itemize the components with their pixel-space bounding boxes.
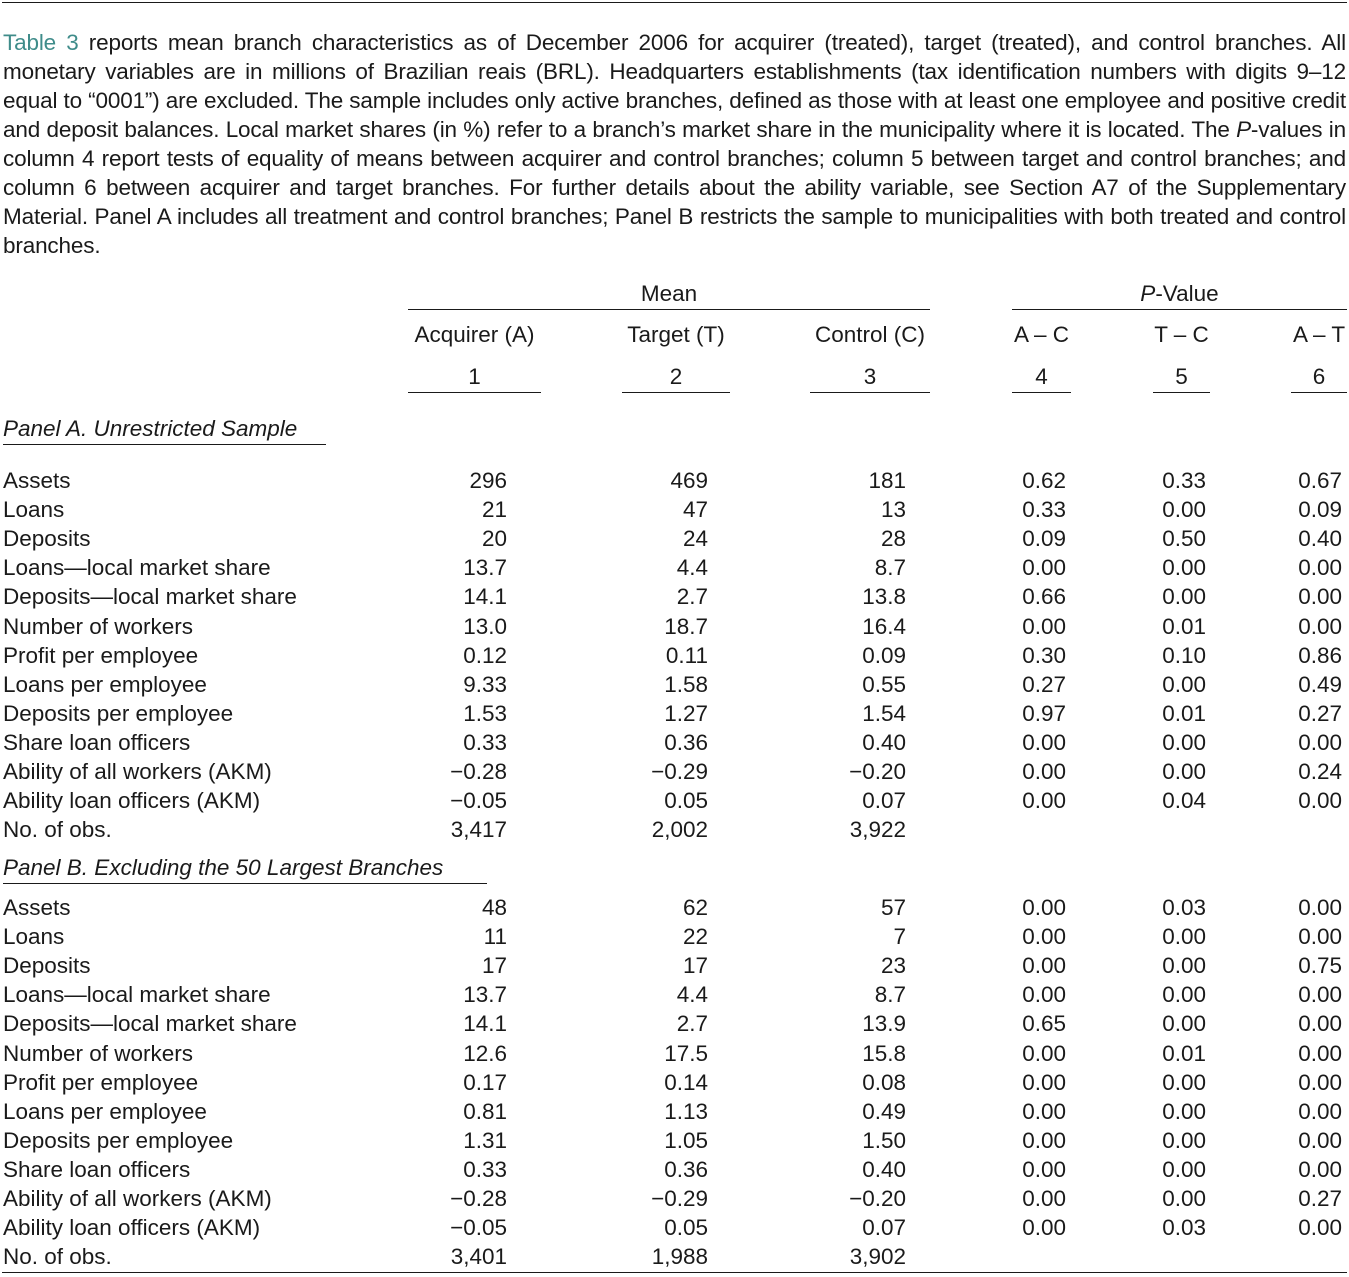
table-cell: 0.00 xyxy=(1162,1011,1206,1037)
row-label: Ability of all workers (AKM) xyxy=(3,759,272,784)
table-cell: 1.05 xyxy=(664,1127,708,1153)
caption-text-1: reports mean branch characteristics as of December 2006 for acquirer (treated), target (treated), and control branches. All monetary variables are in millions of Brazilian reais (BRL). Headquarters establishments (tax identification numbers with digits 9–12 equal to “0001”) are excluded. The sample includes only active branches, defined as those with at least one employee and positive credit and deposit balances. Local market shares (in %) refer to a branch’s market share in the municipality where it is located. The xyxy=(3,30,1346,142)
row-label: Number of workers xyxy=(3,613,194,639)
column-rule-3 xyxy=(810,392,930,393)
table-cell: 2.7 xyxy=(676,584,708,610)
table-cell: 0.00 xyxy=(1022,1127,1066,1153)
table-cell: 0.00 xyxy=(1298,1215,1342,1241)
column-header-5: T – C xyxy=(1154,322,1209,347)
row-label: Number of workers xyxy=(3,1040,194,1066)
table-cell: 0.27 xyxy=(1298,700,1342,726)
mean-group-rule xyxy=(408,309,930,310)
table-cell: 0.97 xyxy=(1022,700,1066,726)
column-rule-1 xyxy=(408,392,541,393)
table-cell: 0.07 xyxy=(862,1215,906,1241)
column-rule-2 xyxy=(622,392,730,393)
row-label: Deposits—local market share xyxy=(3,584,297,610)
column-header-6: A – T xyxy=(1292,322,1346,347)
table-cell: 0.33 xyxy=(1162,468,1206,493)
table-cell: 0.00 xyxy=(1298,1011,1342,1037)
table-cell: 12.6 xyxy=(463,1040,507,1066)
table-cell: 0.09 xyxy=(1022,526,1066,552)
row-label: Profit per employee xyxy=(3,642,199,668)
caption-text-2: -values in column 4 report tests of equality of means between acquirer and control branches; column 5 between target and control branches; and column 6 between acquirer and target branches. For further details about the ability variable, see Section A7 of the Supplementary Material. Panel A includes all treatment and control branches; Panel B restricts the sample to municipalities with both treated and control branches. xyxy=(3,117,1346,258)
table-cell: −0.20 xyxy=(849,759,906,784)
panel-title: Panel B. Excluding the 50 Largest Branches xyxy=(3,855,444,880)
table-cell: 0.00 xyxy=(1298,924,1342,950)
table-cell: 0.62 xyxy=(1022,468,1066,493)
column-header-1: Acquirer (A) xyxy=(414,322,535,347)
table-cell: 0.30 xyxy=(1022,642,1066,668)
table-cell: 62 xyxy=(682,895,708,920)
table-cell: 0.04 xyxy=(1162,788,1206,814)
row-label: Deposits xyxy=(3,526,91,552)
table-cell: 23 xyxy=(880,953,906,979)
table-cell: 0.49 xyxy=(862,1098,906,1124)
table-cell: 3,902 xyxy=(849,1244,906,1270)
table-cell: 0.00 xyxy=(1162,671,1206,697)
table-cell: 7 xyxy=(893,924,906,950)
table-cell: 0.00 xyxy=(1162,729,1206,755)
table-cell: 24 xyxy=(682,526,708,552)
table-cell: 0.86 xyxy=(1298,642,1342,668)
top-rule xyxy=(2,2,1347,3)
table-cell: 8.7 xyxy=(874,555,906,581)
table-cell: 0.00 xyxy=(1298,1040,1342,1066)
table-cell: 0.67 xyxy=(1298,468,1342,493)
table-cell: −0.28 xyxy=(450,1186,507,1211)
table-cell: 0.00 xyxy=(1162,555,1206,581)
row-label: Share loan officers xyxy=(3,729,191,755)
table-cell: 0.00 xyxy=(1022,1156,1066,1182)
table-cell: 0.00 xyxy=(1022,1186,1066,1211)
table-cell: 3,401 xyxy=(450,1244,507,1270)
row-label: Assets xyxy=(3,895,71,920)
table-cell: 0.00 xyxy=(1298,729,1342,755)
table-cell: 3,922 xyxy=(849,817,906,843)
table-cell: 11 xyxy=(483,924,507,950)
table-cell: 4.4 xyxy=(676,555,708,581)
table-cell: 0.40 xyxy=(862,729,906,755)
row-label: Profit per employee xyxy=(3,1069,199,1095)
table-cell: 0.00 xyxy=(1162,759,1206,784)
panel-title: Panel A. Unrestricted Sample xyxy=(3,416,298,441)
table-cell: 0.00 xyxy=(1298,1156,1342,1182)
table-cell: 1.31 xyxy=(463,1127,507,1153)
table-cell: 1.53 xyxy=(463,700,507,726)
table-cell: 47 xyxy=(682,497,708,523)
table-cell: 16.4 xyxy=(862,613,906,639)
table-cell: 296 xyxy=(469,468,507,493)
table-cell: 469 xyxy=(670,468,708,493)
row-label: Deposits xyxy=(3,953,91,979)
table-cell: 0.05 xyxy=(664,788,708,814)
table-cell: 0.00 xyxy=(1022,759,1066,784)
row-label: Loans xyxy=(3,924,65,950)
column-number-1: 1 xyxy=(468,364,481,389)
table-cell: 0.75 xyxy=(1298,953,1342,979)
table-cell: 57 xyxy=(880,895,906,920)
table-cell: 0.81 xyxy=(463,1098,507,1124)
table-cell: 18.7 xyxy=(664,613,708,639)
table-cell: 0.00 xyxy=(1162,584,1206,610)
table-cell: 48 xyxy=(481,895,507,920)
table-cell: 0.00 xyxy=(1162,497,1206,523)
table-cell: 0.01 xyxy=(1162,700,1206,726)
row-label: Loans per employee xyxy=(3,671,207,697)
table-cell: 4.4 xyxy=(676,982,708,1008)
table-cell: 0.00 xyxy=(1298,1069,1342,1095)
table-cell: 3,417 xyxy=(450,817,507,843)
table-cell: 0.00 xyxy=(1022,982,1066,1008)
table-cell: 0.00 xyxy=(1298,555,1342,581)
table-cell: 0.00 xyxy=(1162,982,1206,1008)
table-cell: 28 xyxy=(880,526,906,552)
table-cell: 1,988 xyxy=(651,1244,708,1270)
table-cell: 0.08 xyxy=(862,1069,906,1095)
table-cell: 0.00 xyxy=(1022,895,1066,920)
table-cell: −0.28 xyxy=(450,759,507,784)
table-cell: 0.66 xyxy=(1022,584,1066,610)
table-cell: 0.27 xyxy=(1298,1186,1342,1211)
pvalue-p-italic: P xyxy=(1140,281,1156,306)
table-cell: 0.00 xyxy=(1298,1098,1342,1124)
row-label: Deposits—local market share xyxy=(3,1011,297,1037)
table-cell: 0.09 xyxy=(862,642,906,668)
table-cell: 0.00 xyxy=(1298,788,1342,814)
table-cell: 0.00 xyxy=(1298,613,1342,639)
table-cell: 0.00 xyxy=(1022,1069,1066,1095)
table-cell: 0.00 xyxy=(1022,729,1066,755)
table-cell: 0.12 xyxy=(463,642,507,668)
table-cell: 0.00 xyxy=(1022,1098,1066,1124)
table-cell: 0.11 xyxy=(665,642,708,668)
table-cell: 13.8 xyxy=(862,584,906,610)
table-cell: 0.00 xyxy=(1162,924,1206,950)
table-cell: 13.7 xyxy=(463,555,507,581)
table-cell: 0.49 xyxy=(1298,671,1342,697)
row-label: No. of obs. xyxy=(3,1244,112,1270)
row-label: Deposits per employee xyxy=(3,1127,234,1153)
panel-title-rule xyxy=(3,883,487,884)
column-number-5: 5 xyxy=(1175,364,1188,389)
table-cell: 0.00 xyxy=(1162,1156,1206,1182)
table-cell: 0.00 xyxy=(1022,953,1066,979)
row-label: Deposits per employee xyxy=(3,700,234,726)
caption-p-italic: P xyxy=(1236,117,1251,142)
column-number-2: 2 xyxy=(669,364,683,389)
table-cell: 0.07 xyxy=(862,788,906,814)
table-cell: 0.00 xyxy=(1298,584,1342,610)
table-cell: 14.1 xyxy=(463,584,507,610)
table-cell: −0.29 xyxy=(651,1186,708,1211)
table-cell: 1.58 xyxy=(664,671,708,697)
table-cell: −0.29 xyxy=(651,759,708,784)
table-cell: 13.7 xyxy=(463,982,507,1008)
table-cell: 0.00 xyxy=(1162,953,1206,979)
table-cell: 0.24 xyxy=(1298,759,1342,784)
table-caption xyxy=(3,28,1346,260)
table-cell: 13.9 xyxy=(862,1011,906,1037)
table-cell: 17 xyxy=(481,953,507,979)
table-cell: 0.40 xyxy=(862,1156,906,1182)
table-cell: 1.50 xyxy=(862,1127,906,1153)
table-cell: 1.54 xyxy=(862,700,906,726)
table-cell: 0.33 xyxy=(463,729,507,755)
table-cell: 0.00 xyxy=(1022,555,1066,581)
table-cell: 0.65 xyxy=(1022,1011,1066,1037)
row-label: Ability loan officers (AKM) xyxy=(3,788,261,814)
table-cell: 17 xyxy=(682,953,708,979)
row-label: No. of obs. xyxy=(3,817,112,843)
table-cell: 0.17 xyxy=(463,1069,507,1095)
pvalue-group-header xyxy=(1012,279,1347,308)
table-cell: 0.55 xyxy=(862,671,906,697)
column-rule-4 xyxy=(1012,392,1071,393)
table-cell: 0.00 xyxy=(1162,1098,1206,1124)
table-cell: 181 xyxy=(868,468,906,493)
column-number-3: 3 xyxy=(863,364,877,389)
table-reference-link[interactable]: Table 3 xyxy=(3,30,79,55)
table-cell: 0.00 xyxy=(1022,788,1066,814)
table-cell: 0.00 xyxy=(1162,1069,1206,1095)
mean-group-header: Mean xyxy=(640,281,698,306)
table-cell: 0.14 xyxy=(664,1069,708,1095)
table-cell: 0.00 xyxy=(1022,613,1066,639)
table-cell: 0.03 xyxy=(1162,895,1206,920)
column-rule-6 xyxy=(1291,392,1347,393)
table-cell: 0.00 xyxy=(1162,1186,1206,1211)
table-cell: 8.7 xyxy=(874,982,906,1008)
table-cell: 20 xyxy=(481,526,507,552)
table-cell: 0.33 xyxy=(463,1156,507,1182)
table-cell: 0.00 xyxy=(1298,982,1342,1008)
table-cell: 0.01 xyxy=(1162,1040,1206,1066)
table-cell: 0.10 xyxy=(1162,642,1206,668)
table-cell: 1.13 xyxy=(664,1098,708,1124)
table-cell: 0.40 xyxy=(1298,526,1342,552)
table-cell: 0.36 xyxy=(664,1156,708,1182)
table-cell: 14.1 xyxy=(463,1011,507,1037)
table-cell: 0.00 xyxy=(1162,1127,1206,1153)
table-cell: 2.7 xyxy=(676,1011,708,1037)
panel-title-rule xyxy=(3,444,326,445)
bottom-rule xyxy=(2,1272,1347,1273)
table-cell: 15.8 xyxy=(862,1040,906,1066)
table-cell: 0.00 xyxy=(1022,1040,1066,1066)
table-cell: 0.36 xyxy=(664,729,708,755)
row-label: Ability of all workers (AKM) xyxy=(3,1186,272,1211)
column-header-2: Target (T) xyxy=(627,322,725,347)
pvalue-suffix: -Value xyxy=(1155,281,1219,306)
table-cell: 0.50 xyxy=(1162,526,1206,552)
table-cell: 0.33 xyxy=(1022,497,1066,523)
table-cell: 0.00 xyxy=(1022,1215,1066,1241)
table-cell: 0.00 xyxy=(1298,895,1342,920)
table-cell: 9.33 xyxy=(463,671,507,697)
table-cell: 13 xyxy=(880,497,906,523)
row-label: Loans per employee xyxy=(3,1098,207,1124)
column-header-3: Control (C) xyxy=(814,322,926,347)
column-number-6: 6 xyxy=(1312,364,1326,389)
table-cell: −0.20 xyxy=(849,1186,906,1211)
column-number-4: 4 xyxy=(1035,364,1048,389)
table-cell: 17.5 xyxy=(664,1040,708,1066)
table-cell: 21 xyxy=(481,497,507,523)
column-header-4: A – C xyxy=(1013,322,1070,347)
column-rule-5 xyxy=(1153,392,1210,393)
table-cell: 0.01 xyxy=(1162,613,1206,639)
row-label: Assets xyxy=(3,468,71,493)
table-cell: −0.05 xyxy=(450,1215,507,1241)
table-cell: 0.00 xyxy=(1022,924,1066,950)
table-cell: 0.27 xyxy=(1022,671,1066,697)
table-cell: 22 xyxy=(682,924,708,950)
row-label: Share loan officers xyxy=(3,1156,191,1182)
table-cell: 0.09 xyxy=(1298,497,1342,523)
row-label: Loans—local market share xyxy=(3,982,271,1008)
table-cell: 0.05 xyxy=(664,1215,708,1241)
row-label: Ability loan officers (AKM) xyxy=(3,1215,261,1241)
pvalue-group-rule xyxy=(1012,309,1347,310)
table-cell: −0.05 xyxy=(450,788,507,814)
table-cell: 0.00 xyxy=(1298,1127,1342,1153)
table-cell: 2,002 xyxy=(651,817,708,843)
table-cell: 0.03 xyxy=(1162,1215,1206,1241)
table-cell: 1.27 xyxy=(664,700,708,726)
table-cell: 13.0 xyxy=(463,613,507,639)
row-label: Loans—local market share xyxy=(3,555,271,581)
row-label: Loans xyxy=(3,497,65,523)
